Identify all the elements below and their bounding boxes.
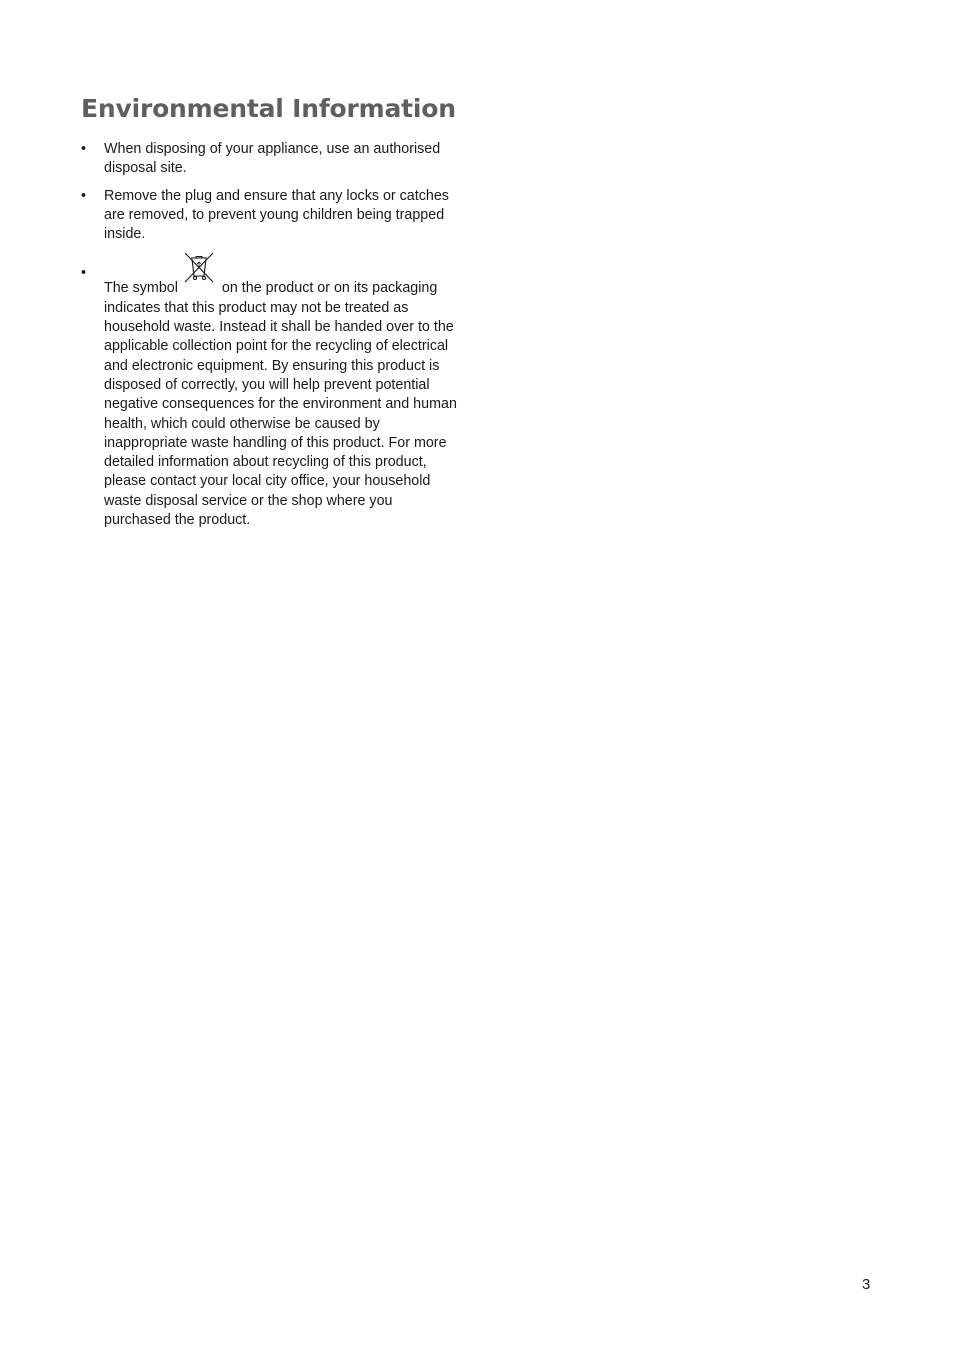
bullet-marker: • bbox=[81, 141, 87, 157]
list-item-text-before-icon: The symbol bbox=[104, 280, 178, 297]
page-title: Environmental Information bbox=[81, 94, 456, 123]
bullet-list bbox=[81, 140, 461, 538]
bullet-marker: • bbox=[81, 187, 87, 204]
list-item bbox=[81, 187, 461, 245]
bullet-marker: • bbox=[81, 265, 87, 282]
list-item-text: When disposing of your appliance, use an authorised disposal site. bbox=[104, 141, 441, 177]
list-item-text: Remove the plug and ensure that any locks or catches are removed, to prevent young children being trapped inside. bbox=[104, 187, 449, 243]
list-item bbox=[81, 264, 461, 530]
list-item-text-after-icon: on the product or on its packaging indicates that this product may not be treated as household waste. Instead it shall be handed over to the applicable collection point for the recycling of electrical and electronic equipment. By ensuring this product is disposed of correctly, you will help prevent potential negative consequences for the environment and human health, which could otherwise be caused by inappropriate waste handling of this product. For more detailed information about recycling of this product, please contact your local city office, your household waste disposal service or the shop where you purchased the product. bbox=[104, 280, 457, 529]
page-number: 3 bbox=[862, 1276, 871, 1293]
crossed-out-wheelie-bin-icon bbox=[182, 250, 216, 284]
list-item bbox=[81, 140, 461, 179]
